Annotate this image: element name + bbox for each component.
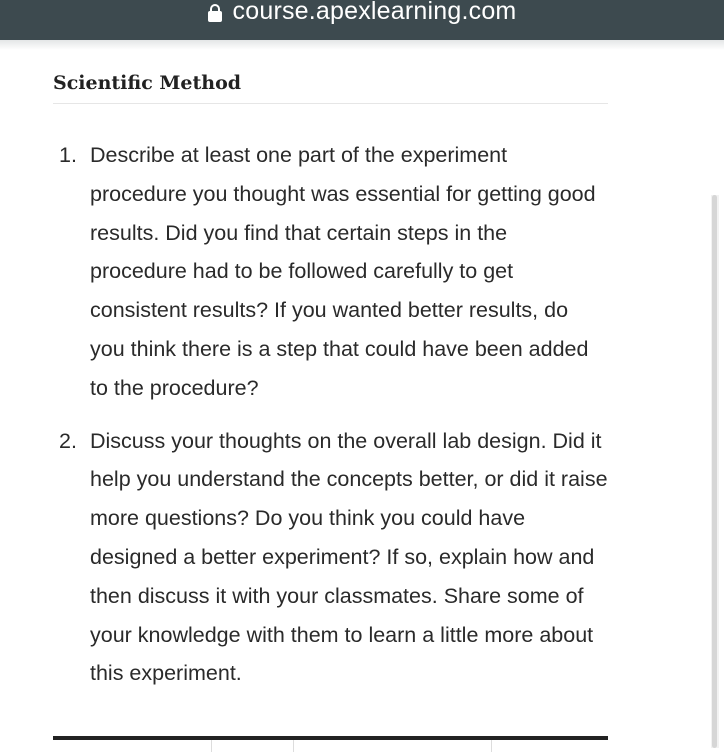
question-item-1 — [53, 136, 608, 408]
question-list — [53, 136, 608, 693]
question-number: 1. — [59, 143, 77, 167]
section-title: Scientific Method — [53, 72, 608, 104]
question-text: Describe at least one part of the experiment procedure you thought was essential for getting good results. Did you find that certain steps in the procedure had to be followed carefully to get consistent results? If you wanted better results, do you think there is a step that could have been added to the procedure? — [90, 143, 596, 400]
lock-icon — [208, 4, 222, 22]
url-text: course.apexlearning.com — [232, 0, 517, 25]
main-content — [53, 72, 608, 707]
table-header-edge — [53, 736, 608, 748]
question-item-2 — [53, 422, 608, 694]
scrollbar-thumb[interactable] — [712, 195, 717, 748]
url-display[interactable] — [208, 0, 517, 26]
question-number: 2. — [59, 428, 77, 453]
browser-address-bar[interactable] — [0, 0, 724, 40]
header-shadow — [0, 40, 724, 50]
question-text: Discuss your thoughts on the overall lab design. Did it help you understand the concepts better, or did it raise more questions? Do you think you could have designed a better experiment? If so, explain how and then discuss it with your classmates. Share some of your knowledge with them to learn a little more about this experiment. — [90, 428, 608, 686]
